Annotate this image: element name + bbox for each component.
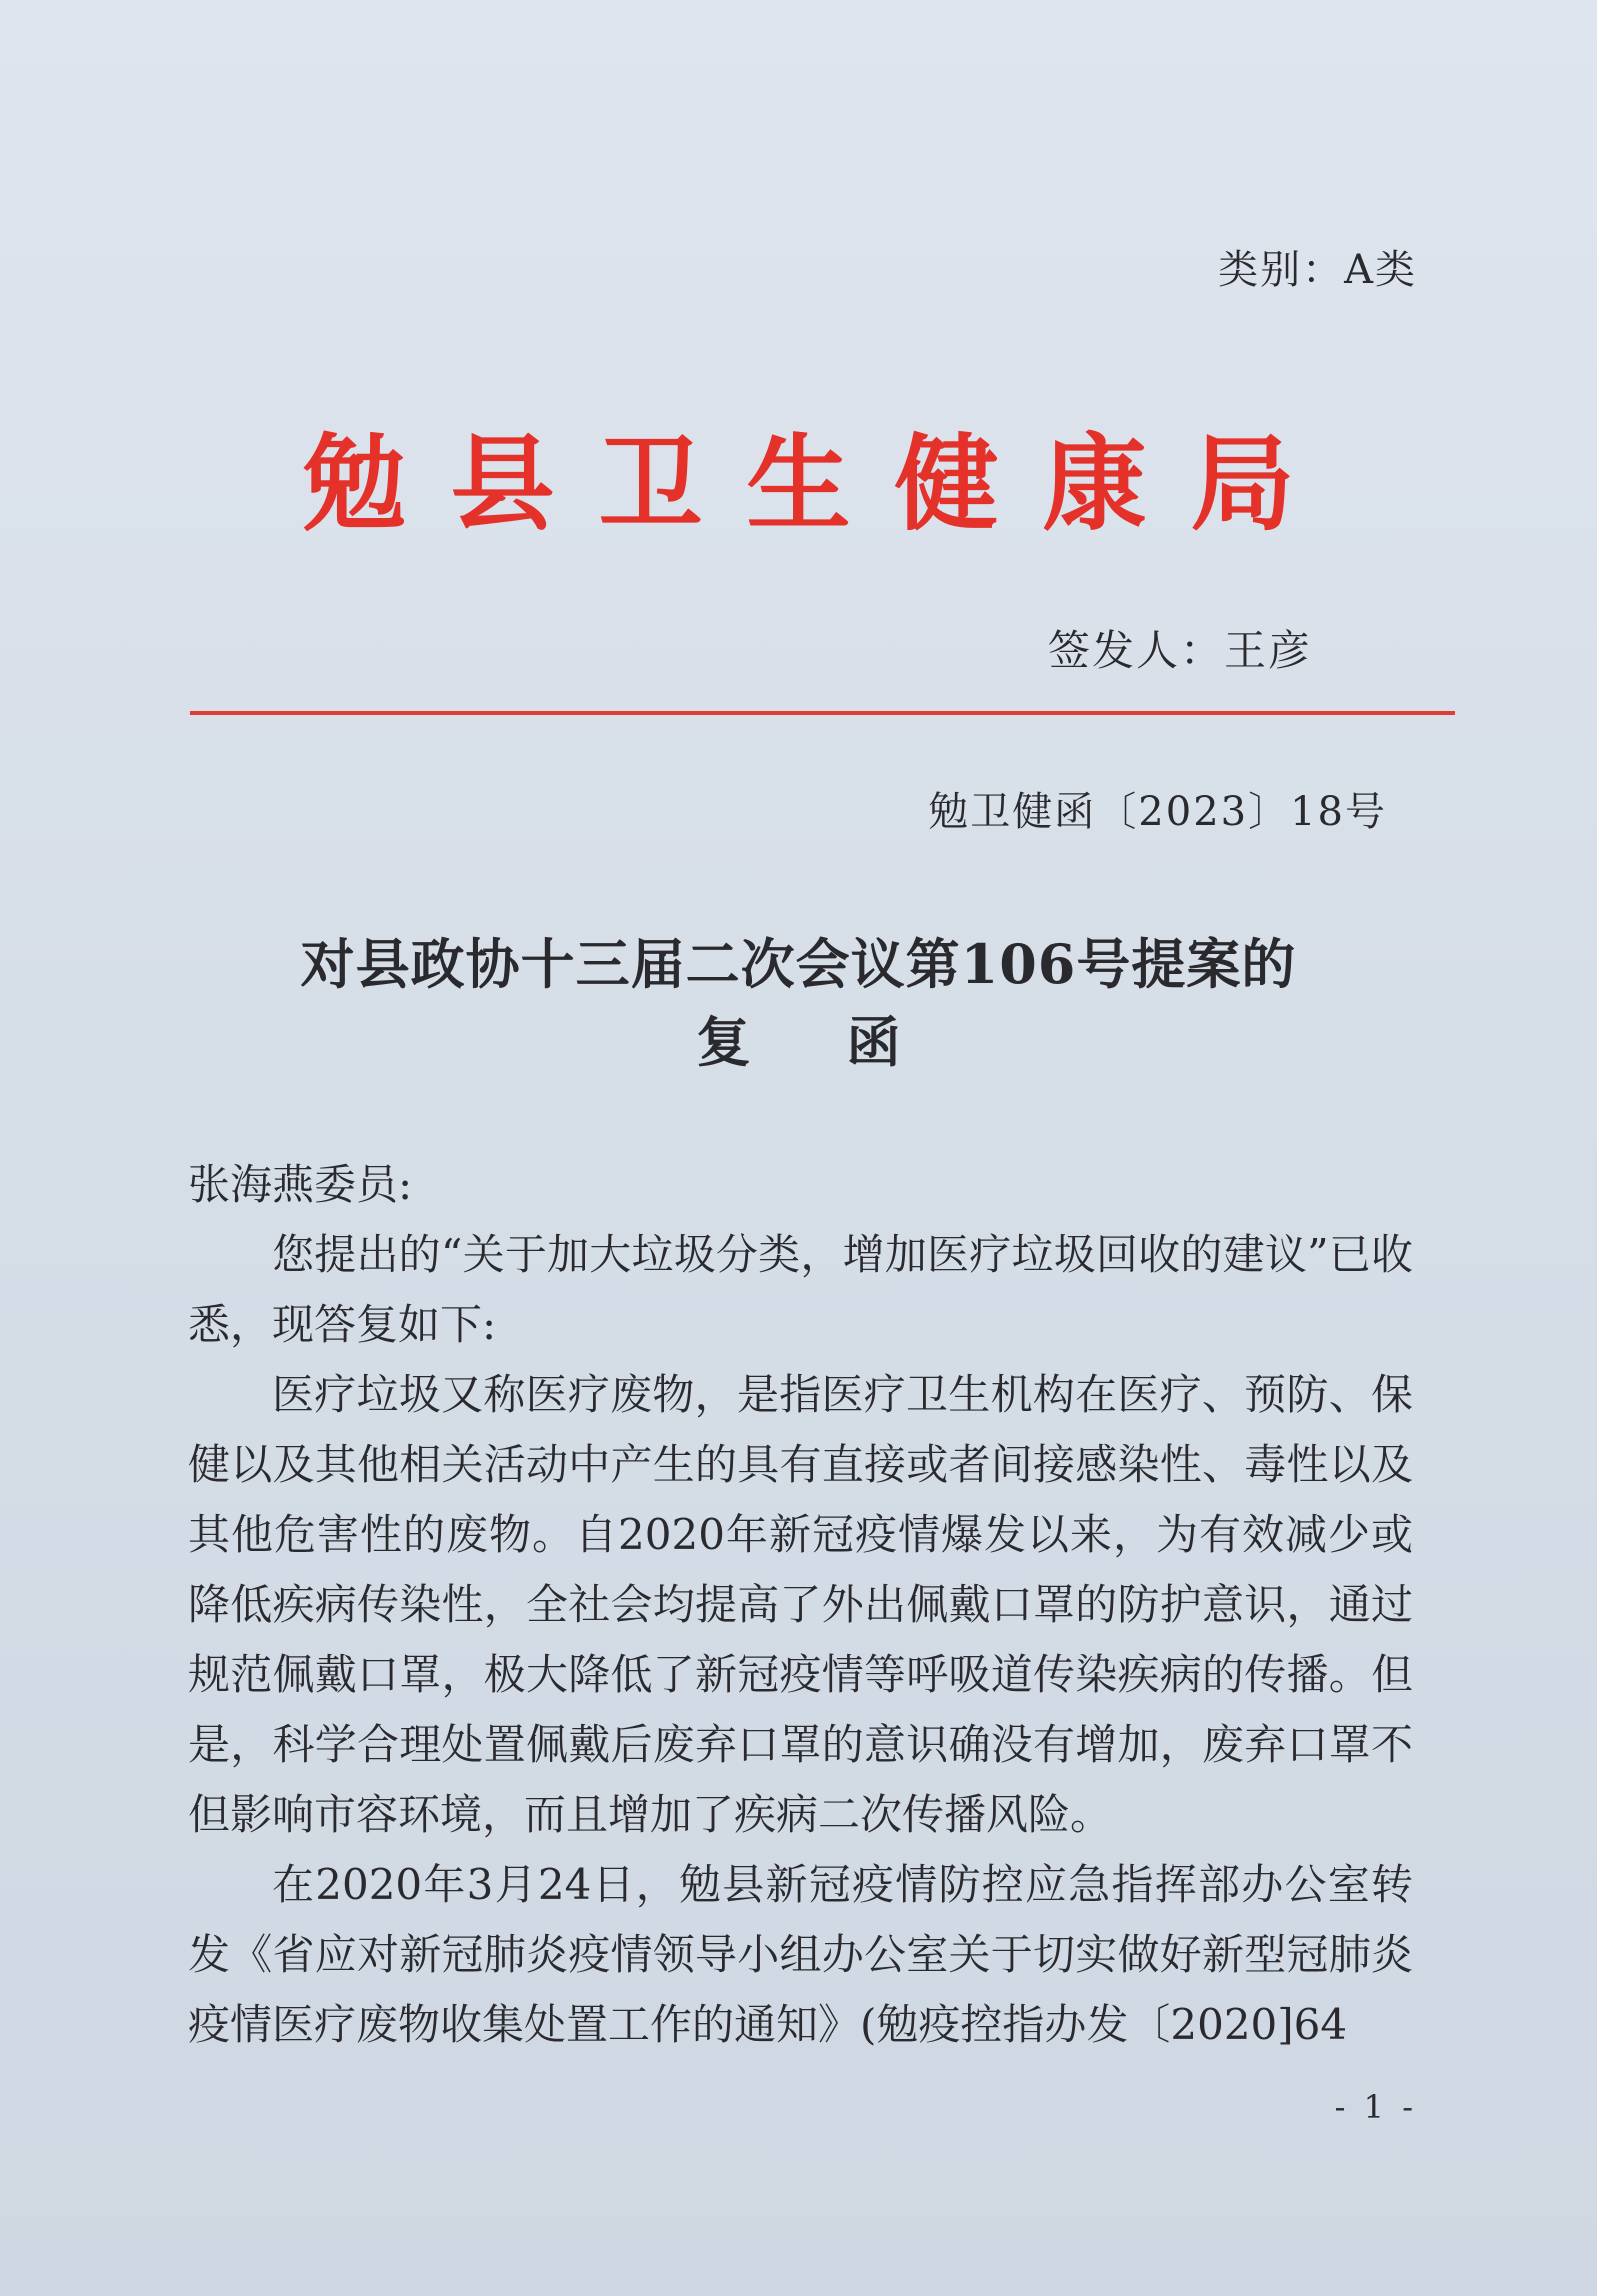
paragraph: 医疗垃圾又称医疗废物，是指医疗卫生机构在医疗、预防、保健以及其他相关活动中产生的具有直接或者间接感染性、毒性以及其他危害性的废物。自2020年新冠疫情爆发以来，为有效减少或降低疾病传染性，全社会均提高了外出佩戴口罩的防护意识，通过规范佩戴口罩，极大降低了新冠疫情等呼吸道传染疾病的传播。但是，科学合理处置佩戴后废弃口罩的意识确没有增加，废弃口罩不但影响市容环境，而且增加了疾病二次传播风险。: [188, 1370, 1413, 1839]
document-title-line2: 复函: [696, 1010, 997, 1074]
signer-label: 签发人：王彦: [1047, 626, 1312, 675]
salutation: 张海燕委员:: [188, 1160, 413, 1209]
letter-body: [188, 1150, 1413, 2060]
red-divider: [190, 711, 1455, 715]
document-number: 勉卫健函〔2023〕18号: [928, 789, 1387, 835]
paragraph: 在2020年3月24日，勉县新冠疫情防控应急指挥部办公室转发《省应对新冠肺炎疫情领导小组办公室关于切实做好新型冠肺炎疫情医疗废物收集处置工作的通知》(勉疫控指办发〔2020]64: [188, 1860, 1413, 2049]
organization-title: 勉县卫生健康局: [302, 422, 1339, 545]
category-label: 类别：A类: [1218, 247, 1417, 293]
paragraph: 您提出的“关于加大垃圾分类，增加医疗垃圾回收的建议”已收悉，现答复如下:: [188, 1230, 1413, 1349]
page-number: - 1 -: [1334, 2088, 1417, 2126]
document-title-line1: 对县政协十三届二次会议第106号提案的: [300, 932, 1297, 996]
